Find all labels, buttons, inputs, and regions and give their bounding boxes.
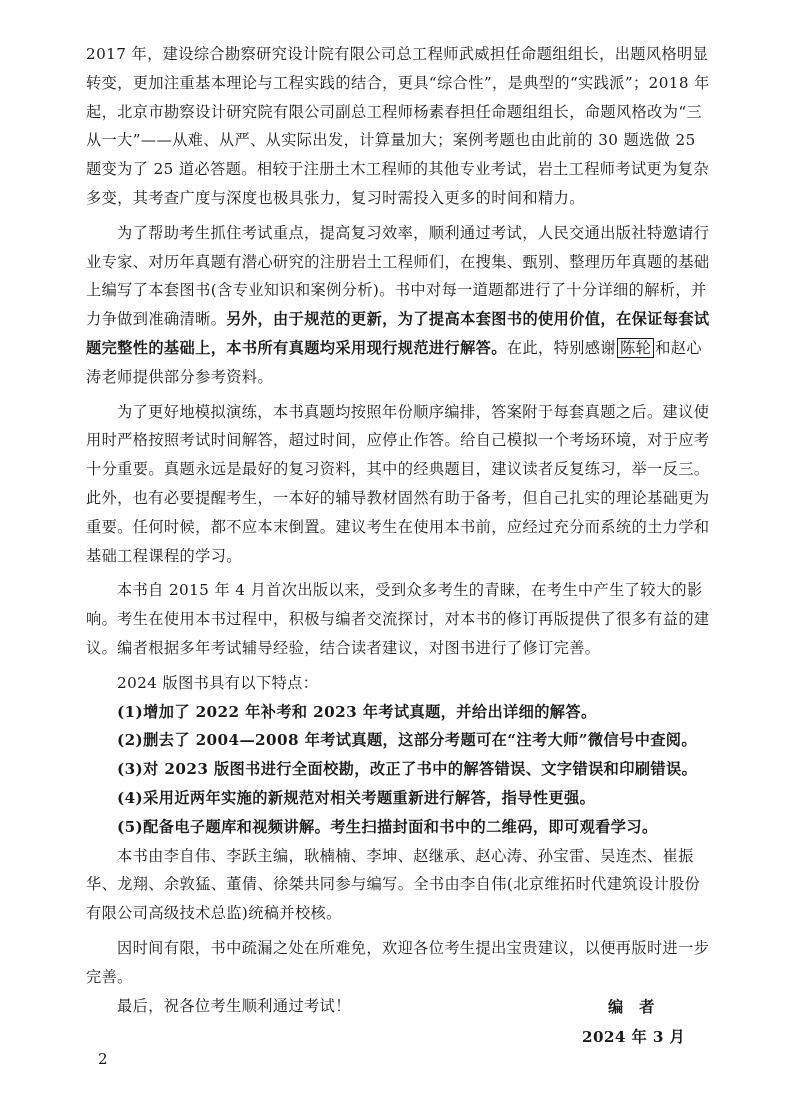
feature-item: (3)对 2023 版图书进行全面校勘，改正了书中的解答错误、文字错误和印刷错误。 — [117, 760, 698, 779]
features-list — [86, 698, 714, 842]
preface-body — [86, 40, 714, 1020]
purpose-text: 为了帮助考生抓住考试重点，提高复习效率，顺利通过考试，人民交通出版社特邀请行业专家、对历年真题有潜心研究的注册岩土工程师们，在搜集、甄别、整理历年真题的基础上编写了本套图书(含专业知识和案例分析)。书中对每一道题都进行了十分详细的解析，并力争做到准确清晰。 — [86, 223, 710, 329]
feature-item: (2)删去了 2004—2008 年考试真题，这部分考题可在“注考大师”微信号中查阅。 — [117, 731, 697, 750]
paragraph-closing: 最后，祝各位考生顺利通过考试！ — [117, 996, 351, 1015]
feature-item: (4)采用近两年实施的新规范对相关考题重新进行解答，指导性更强。 — [117, 788, 596, 807]
purpose-emphasis: 另外，由于规范的更新，为了提高本套图书的使用价值，在保证每套试题完整性的基础上，本书所有真题均采用现行规范进行解答。 — [86, 310, 710, 357]
acknowledgement-end: 和赵心涛老师提供部分参考资料。 — [86, 338, 702, 386]
boxed-name: 陈轮 — [617, 338, 654, 358]
page-number: 2 — [98, 1050, 108, 1068]
paragraph-history: 2017 年，建设综合勘察研究设计院有限公司总工程师武威担任命题组组长，出题风格明显转变，更加注重基本理论与工程实践的结合，更具“综合性”，是典型的“实践派”；2018 年起，北京市勘察设计研究院有限公司副总工程师杨素春担任命题组组长，命题风格改为“三从一大”——从难、从严、从实际出发，计算量加大；案例考题也由此前的 30 题选做 25 题变为了 25 道必答题。相较于注册土木工程师的其他专业考试，岩土工程师考试更为复杂多变，其考查广度与深度也极具张力，复习时需投入更多的时间和精力。 — [86, 45, 710, 207]
paragraph-authors: 本书由李自伟、李跃主编，耿楠楠、李坤、赵继承、赵心涛、孙宝雷、吴连杰、崔振华、龙翔、余敦猛、董倩、徐桀共同参与编写。全书由李自伟(北京维拓时代建筑设计股份有限公司高级技术总监)统稿并校核。 — [86, 846, 701, 923]
paragraph-history-edition: 本书自 2015 年 4 月首次出版以来，受到众多考生的青睐，在考生中产生了较大的影响。考生在使用本书过程中，积极与编者交流探讨，对本书的修订再版提供了很多有益的建议。编者根据多年考试辅导经验，结合读者建议，对图书进行了修订完善。 — [86, 581, 710, 657]
paragraph-purpose — [86, 219, 714, 392]
paragraph-apology: 因时间有限，书中疏漏之处在所难免，欢迎各位考生提出宝贵建议，以便再版时进一步完善。 — [86, 938, 710, 986]
acknowledgement-text: 在此，特别感谢 — [506, 338, 616, 357]
paragraph-practice: 为了更好地模拟演练，本书真题均按照年份顺序编排，答案附于每套真题之后。建议使用时严格按照考试时间解答，超过时间，应停止作答。给自己模拟一个考场环境，对于应考十分重要。真题永远是最好的复习资料，其中的经典题目，建议读者反复练习，举一反三。此外，也有必要提醒考生，一本好的辅导教材固然有助于备考，但自己扎实的理论基础更为重要。任何时候，都不应本末倒置。建议考生在使用本书前，应经过充分而系统的土力学和基础工程课程的学习。 — [86, 402, 710, 565]
signature-editor: 编 者 — [608, 998, 655, 1016]
feature-item: (1)增加了 2022 年补考和 2023 年考试真题，并给出详细的解答。 — [117, 702, 597, 721]
paragraph-features-intro: 2024 版图书具有以下特点： — [117, 673, 319, 692]
signature-date: 2024 年 3 月 — [582, 1028, 686, 1046]
feature-item: (5)配备电子题库和视频讲解。考生扫描封面和书中的二维码，即可观看学习。 — [117, 817, 658, 836]
